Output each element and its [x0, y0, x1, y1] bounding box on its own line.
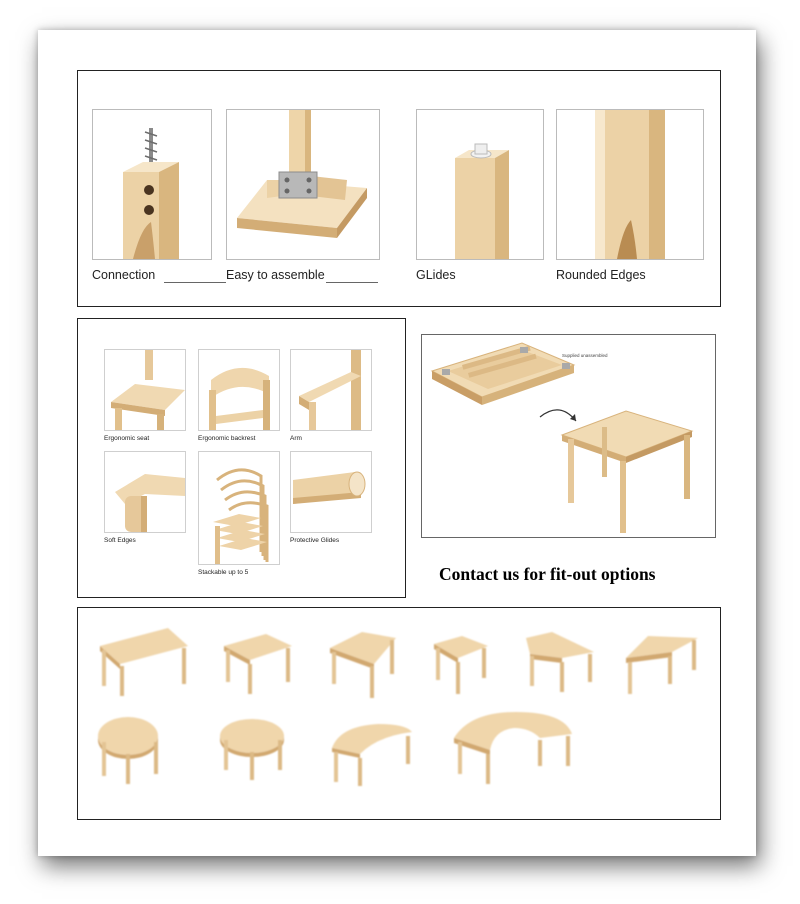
square-table-shape: [224, 634, 292, 694]
chair-backrest-illustration: [199, 350, 279, 430]
rounded-edges-image: [556, 109, 704, 260]
ergonomic-seat-caption: Ergonomic seat: [104, 435, 150, 442]
assemble-image: [226, 109, 380, 260]
arm-caption: Arm: [290, 435, 302, 442]
glides-caption: GLides: [416, 268, 456, 282]
wedge-table-shape: [626, 636, 698, 694]
table-shapes-illustration: [78, 608, 719, 818]
half-round-table-shape: [332, 724, 412, 786]
soft-edges-image: [104, 451, 186, 533]
supplied-unassembled-label: Supplied unassembled: [562, 353, 608, 358]
trapezoid-table-shape: [330, 632, 396, 698]
round-table-shape: [98, 717, 158, 784]
soft-edge-illustration: [105, 452, 185, 532]
connection-caption: Connection: [92, 268, 156, 282]
stackable-image: [198, 451, 280, 565]
round-small-table-shape: [220, 719, 284, 780]
unassembled-table-illustration: [422, 335, 715, 537]
arm-image: [290, 349, 372, 431]
stacked-chairs-illustration: [199, 452, 279, 564]
bracket-corner-illustration: [227, 110, 379, 259]
protective-glides-image: [290, 451, 372, 533]
ergonomic-seat-image: [104, 349, 186, 431]
assemble-underline: [326, 282, 378, 283]
chair-arm-illustration: [291, 350, 371, 430]
protective-glides-caption: Protective Glides: [290, 537, 340, 544]
ergonomic-backrest-caption: Ergonomic backrest: [198, 435, 256, 442]
chair-seat-illustration: [105, 350, 185, 430]
soft-edges-caption: Soft Edges: [104, 537, 136, 544]
stackable-caption: Stackable up to 5: [198, 569, 249, 576]
half-hexagon-table-shape: [526, 632, 594, 692]
chair-features-panel: [77, 318, 406, 598]
crescent-table-shape: [454, 712, 572, 784]
contact-fit-out-text: Contact us for fit-out options: [439, 564, 656, 584]
rounded-leg-illustration: [557, 110, 703, 259]
small-square-table-shape: [434, 636, 488, 694]
glide-leg-illustration: [417, 110, 543, 259]
rounded-edges-caption: Rounded Edges: [556, 268, 646, 282]
connection-image: [92, 109, 212, 260]
rectangular-table-shape: [100, 628, 188, 696]
table-shapes-panel: [77, 607, 721, 820]
assemble-caption: Easy to assemble: [226, 268, 325, 282]
connection-underline: [164, 282, 226, 283]
glides-image: [416, 109, 544, 260]
glide-cap-illustration: [291, 452, 371, 532]
feature-details-panel: [77, 70, 721, 307]
ergonomic-backrest-image: [198, 349, 280, 431]
fit-out-panel: [421, 334, 716, 538]
dowel-bolt-illustration: [93, 110, 211, 259]
catalog-page: [38, 30, 756, 856]
